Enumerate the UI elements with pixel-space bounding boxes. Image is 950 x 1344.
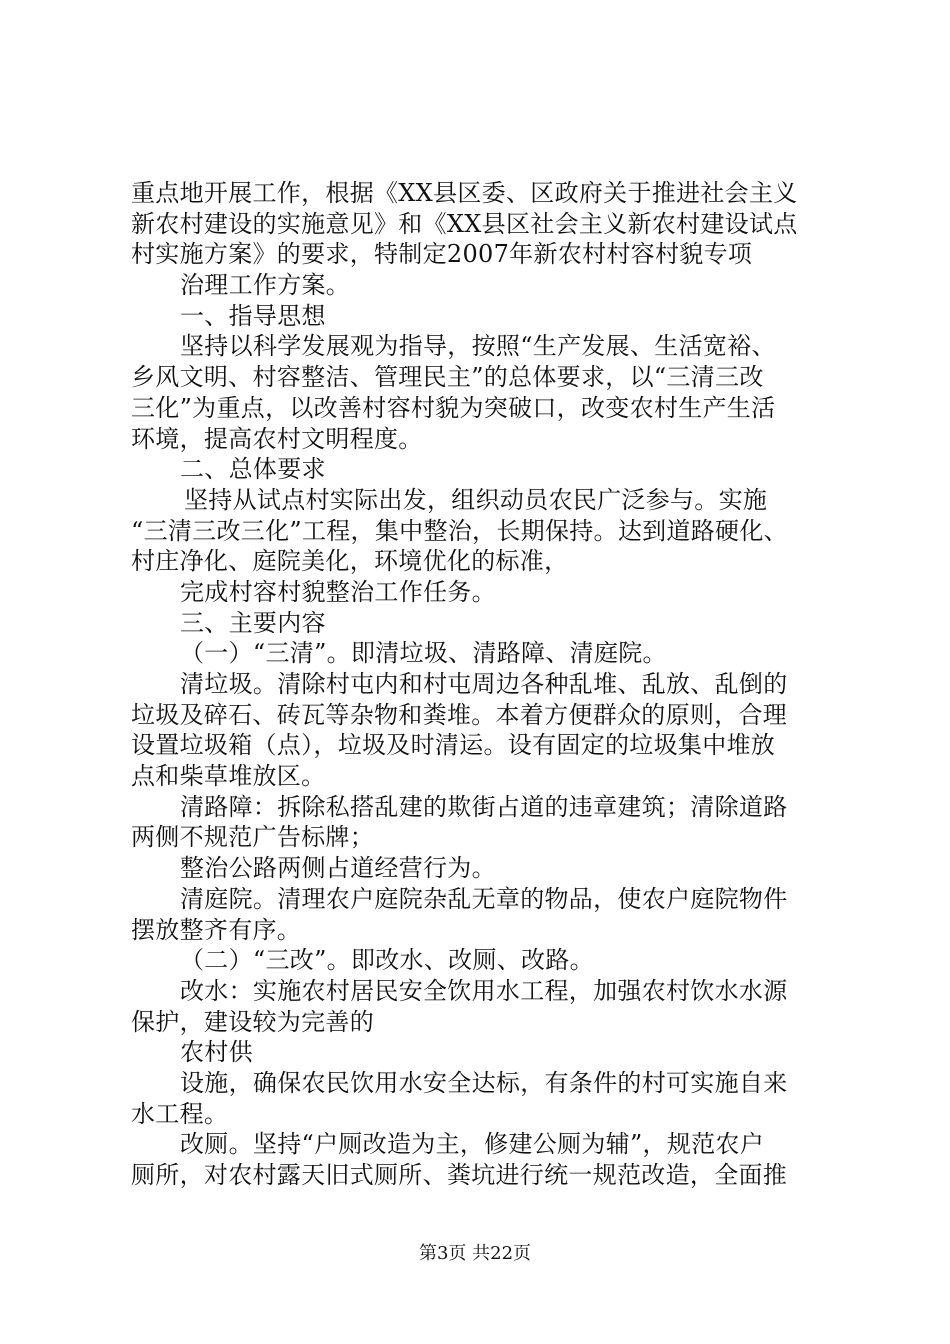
text-line: 坚持从试点村实际出发，组织动员农民广泛参与。实施 <box>184 485 768 514</box>
text-line: 乡风文明、村容整洁、管理民主”的总体要求，以“三清三改 <box>131 363 764 392</box>
text-line: 设施，确保农民饮用水安全达标，有条件的村可实施自来 <box>180 1068 788 1097</box>
text-line: 环境，提高农村文明程度。 <box>131 424 423 453</box>
subsection-heading: （二）“三改”。即改水、改厕、改路。 <box>180 946 594 975</box>
section-heading: 二、总体要求 <box>180 455 326 484</box>
text-line: 摆放整齐有序。 <box>131 915 302 944</box>
text-line: 点和柴草堆放区。 <box>131 762 326 791</box>
text-line: 水工程。 <box>131 1099 229 1128</box>
text-line: 改水：实施农村居民安全饮用水工程，加强农村饮水水源 <box>180 976 788 1005</box>
subsection-heading: （一）“三清”。即清垃圾、清路障、清庭院。 <box>180 639 667 668</box>
text-line: 改厕。坚持“户厕改造为主，修建公厕为辅”，规范农户 <box>180 1130 765 1159</box>
text-line: 清庭院。清理农户庭院杂乱无章的物品，使农户庭院物件 <box>180 884 788 913</box>
text-line: 三化”为重点，以改善村容村貌为突破口，改变农村生产生活 <box>131 393 776 422</box>
text-line: 清路障：拆除私搭乱建的欺街占道的违章建筑；清除道路 <box>180 792 788 821</box>
text-line: 新农村建设的实施意见》和《XX县区社会主义新农村建设试点 <box>131 209 798 238</box>
text-line: 村庄净化、庭院美化，环境优化的标准， <box>131 547 569 576</box>
text-line: 厕所，对农村露天旧式厕所、粪坑进行统一规范改造，全面推 <box>131 1161 788 1189</box>
text-line: 整治公路两侧占道经营行为。 <box>180 854 496 883</box>
text-line: 两侧不规范广告标牌； <box>131 823 374 852</box>
text-line: 保护，建设较为完善的 <box>131 1007 374 1036</box>
section-heading: 三、主要内容 <box>180 608 326 637</box>
text-line: 治理工作方案。 <box>180 271 351 300</box>
text-line: 农村供 <box>180 1038 253 1067</box>
text-line: 垃圾及碎石、砖瓦等杂物和粪堆。本着方便群众的原则，合理 <box>131 700 788 729</box>
text-line: 设置垃圾箱（点），垃圾及时清运。设有固定的垃圾集中堆放 <box>131 731 776 760</box>
text-line: 村实施方案》的要求，特制定2007年新农村村容村貌专项 <box>131 240 753 269</box>
text-line: 完成村容村貌整治工作任务。 <box>180 577 496 606</box>
page-number-footer: 第3页 共22页 <box>418 1243 532 1264</box>
text-line: 坚持以科学发展观为指导，按照“生产发展、生活宽裕、 <box>180 332 776 361</box>
text-line: 清垃圾。清除村屯内和村屯周边各种乱堆、乱放、乱倒的 <box>180 670 788 698</box>
text-line: “三清三改三化”工程，集中整治，长期保持。达到道路硬化、 <box>131 516 788 545</box>
section-heading: 一、指导思想 <box>180 301 326 330</box>
text-line: 重点地开展工作，根据《XX县区委、区政府关于推进社会主义 <box>131 179 798 207</box>
document-body <box>131 178 841 1191</box>
